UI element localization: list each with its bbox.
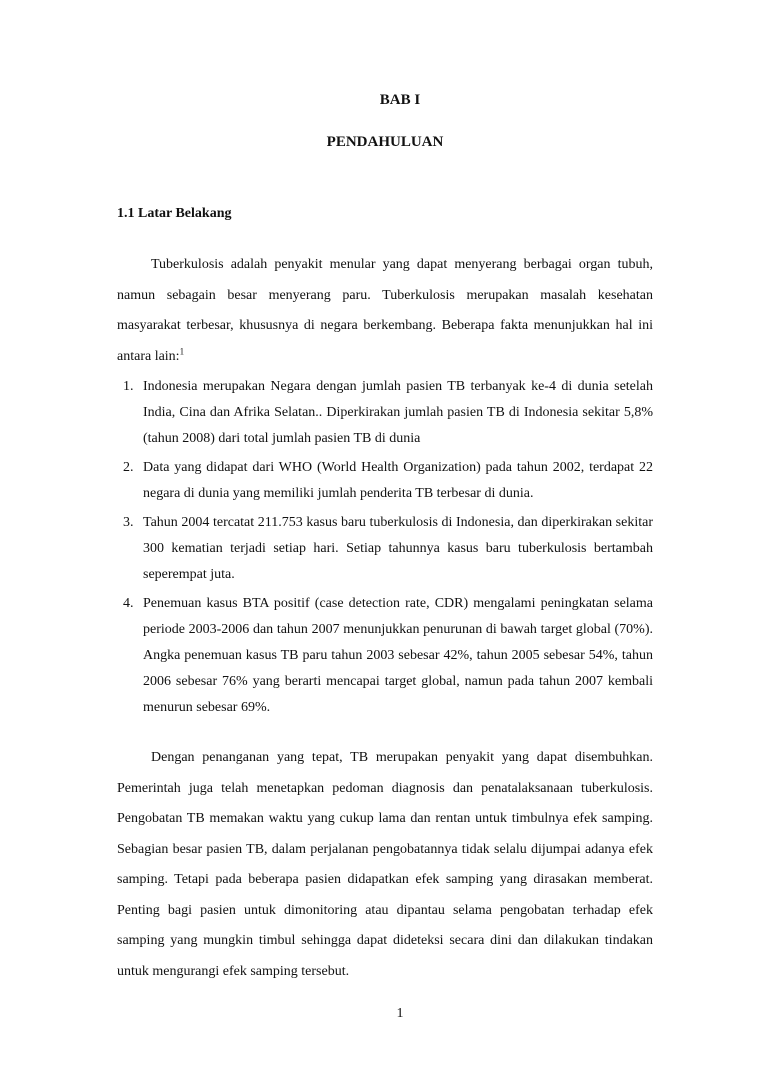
chapter-number: BAB I [379, 92, 421, 108]
intro-paragraph [117, 250, 653, 372]
page-number: 1 [396, 1006, 404, 1021]
list-item-text: Data yang didapat dari WHO (World Health Organization) pada tahun 2002, terdapat 22 negara di dunia yang memiliki jumlah penderita TB terbesar di dunia. [143, 460, 653, 501]
footnote-marker: 1 [179, 345, 185, 356]
list-item-text: Indonesia merupakan Negara dengan jumlah pasien TB terbanyak ke-4 di dunia setelah India, Cina dan Afrika Selatan.. Diperkirakan jumlah pasien TB di Indonesia sekitar 5,8% (tahun 2008) dari total jumlah pasien TB di dunia [143, 379, 653, 446]
list-item [117, 374, 653, 452]
list-item-number: 2. [123, 460, 134, 475]
chapter-title: PENDAHULUAN [326, 134, 444, 150]
list-item [117, 591, 653, 721]
facts-list [117, 374, 653, 724]
closing-paragraph: Dengan penanganan yang tepat, TB merupakan penyakit yang dapat disembuhkan. Pemerintah juga telah menetapkan pedoman diagnosis dan penatalaksanaan tuberkulosis. Pengobatan TB memakan waktu yang cukup lama dan rentan untuk timbulnya efek samping. Sebagian besar pasien TB, dalam perjalanan pengobatannya tidak selalu dijumpai adanya efek samping. Tetapi pada beberapa pasien didapatkan efek samping yang dirasakan memberat. Penting bagi pasien untuk dimonitoring atau dipantau selama pengobatan terhadap efek samping yang mungkin timbul sehingga dapat dideteksi secara dini dan dilakukan tindakan untuk mengurangi efek samping tersebut. [117, 750, 653, 979]
intro-paragraph-text: Tuberkulosis adalah penyakit menular yang dapat menyerang berbagai organ tubuh, namun sebagain besar menyerang paru. Tuberkulosis merupakan masalah kesehatan masyarakat terbesar, khususnya di negara berkembang. Beberapa fakta menunjukkan hal ini antara lain: [117, 257, 653, 364]
list-item-number: 1. [123, 379, 134, 394]
list-item [117, 455, 653, 507]
list-item [117, 510, 653, 588]
list-item-text: Penemuan kasus BTA positif (case detection rate, CDR) mengalami peningkatan selama periode 2003-2006 dan tahun 2007 menunjukkan penurunan di bawah target global (70%). Angka penemuan kasus TB paru tahun 2003 sebesar 42%, tahun 2005 sebesar 54%, tahun 2006 sebesar 76% yang berarti mencapai target global, namun pada tahun 2007 kembali menurun sebesar 69%. [143, 596, 653, 715]
list-item-text: Tahun 2004 tercatat 211.753 kasus baru tuberkulosis di Indonesia, dan diperkirakan sekitar 300 kematian terjadi setiap hari. Setiap tahunnya kasus baru tuberkulosis bertambah seperempat juta. [143, 515, 653, 582]
list-item-number: 4. [123, 596, 134, 611]
list-item-number: 3. [123, 515, 134, 530]
section-heading: 1.1 Latar Belakang [117, 206, 232, 221]
